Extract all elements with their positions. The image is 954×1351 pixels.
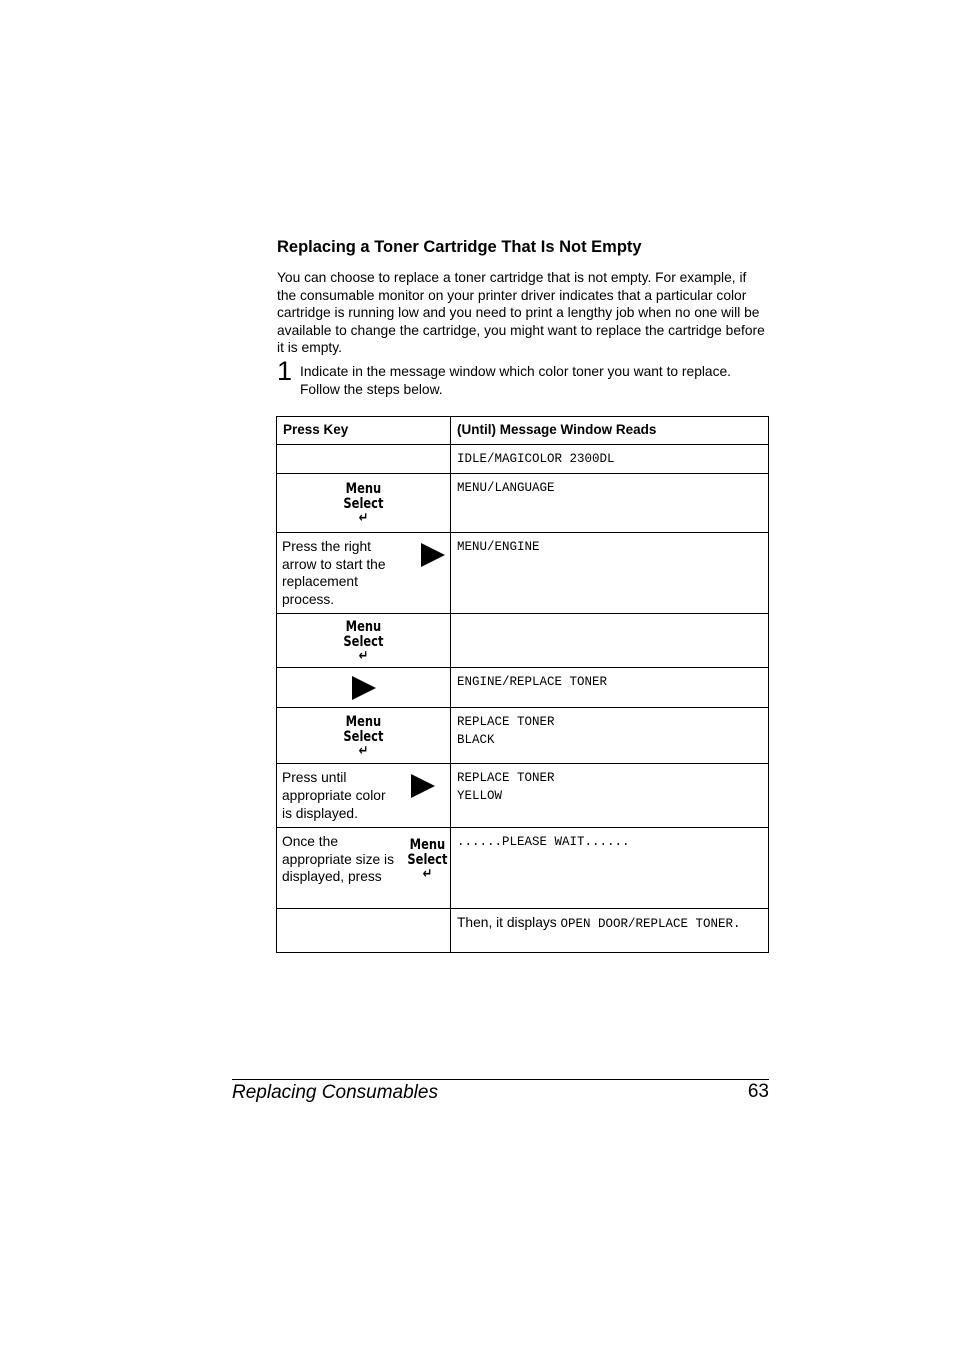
footer-section-title: Replacing Consumables [232, 1082, 438, 1103]
menu-select-icon: Menu Select ↵ [343, 481, 384, 526]
key-cell [277, 708, 451, 764]
section-heading: Replacing a Toner Cartridge That Is Not Empty [277, 238, 642, 256]
table-row [277, 708, 769, 764]
menu-select-icon: Menu Select ↵ [343, 618, 384, 664]
message-cell [451, 708, 769, 764]
message-text: REPLACE TONER YELLOW [457, 771, 555, 804]
key-cell [277, 909, 451, 953]
message-text: MENU/LANGUAGE [457, 481, 555, 495]
message-cell [451, 668, 769, 708]
page-number: 63 [747, 1081, 769, 1102]
message-cell [451, 533, 769, 614]
table-row [277, 909, 769, 953]
message-text: ENGINE/REPLACE TONER [457, 675, 608, 690]
menu-select-icon: Menu Select ↵ [407, 837, 448, 883]
message-text [451, 614, 768, 624]
step-text: Indicate in the message window which color toner you want to replace. Follow the steps below. [300, 364, 732, 397]
right-arrow-icon [352, 676, 376, 700]
footer-rule [232, 1079, 769, 1080]
key-instruction: Press until appropriate color is displayed. [282, 770, 386, 821]
message-text: IDLE/MAGICOLOR 2300DL [457, 452, 615, 466]
message-cell [451, 614, 769, 668]
message-text: REPLACE TONER BLACK [457, 715, 555, 748]
key-cell [277, 445, 451, 474]
intro-paragraph: You can choose to replace a toner cartridge that is not empty. For example, if the consumable monitor on your printer driver indicates that a particular color cartridge is running low and you need to print a lengthy job when no one will be available to change the cartridge, you might want to replace the cartridge before it is empty. [277, 270, 765, 356]
right-arrow-icon [421, 543, 445, 567]
message-cell [451, 445, 769, 474]
table-row [277, 445, 769, 474]
key-instruction: Once the appropriate size is displayed, press [282, 834, 394, 885]
key-cell [277, 614, 451, 668]
table-row [277, 668, 769, 708]
message-text: ......PLEASE WAIT...... [457, 835, 630, 850]
message-cell [451, 909, 769, 953]
column-header-message: (Until) Message Window Reads [451, 417, 769, 445]
table-header-row [277, 417, 769, 445]
message-cell [451, 764, 769, 828]
message-text [451, 909, 768, 938]
column-header-press-key: Press Key [277, 417, 451, 445]
right-arrow-icon [411, 774, 435, 798]
table-row [277, 764, 769, 828]
key-sequence-table [276, 416, 769, 953]
step-number: 1 [277, 356, 293, 386]
menu-select-icon: Menu Select ↵ [343, 713, 384, 759]
message-prefix: Then, it displays [457, 915, 561, 931]
message-text: MENU/ENGINE [457, 540, 540, 554]
table-row [277, 614, 769, 668]
key-instruction: Press the right arrow to start the replacement process. [282, 539, 386, 607]
table-row [277, 533, 769, 614]
key-cell [277, 764, 451, 828]
table-row [277, 828, 769, 909]
message-code: OPEN DOOR/REPLACE TONER. [560, 917, 741, 932]
key-cell [277, 828, 451, 909]
key-cell [277, 533, 451, 614]
table-row [277, 474, 769, 533]
message-cell [451, 828, 769, 909]
key-cell [277, 474, 451, 533]
message-cell [451, 474, 769, 533]
key-cell [277, 668, 451, 708]
